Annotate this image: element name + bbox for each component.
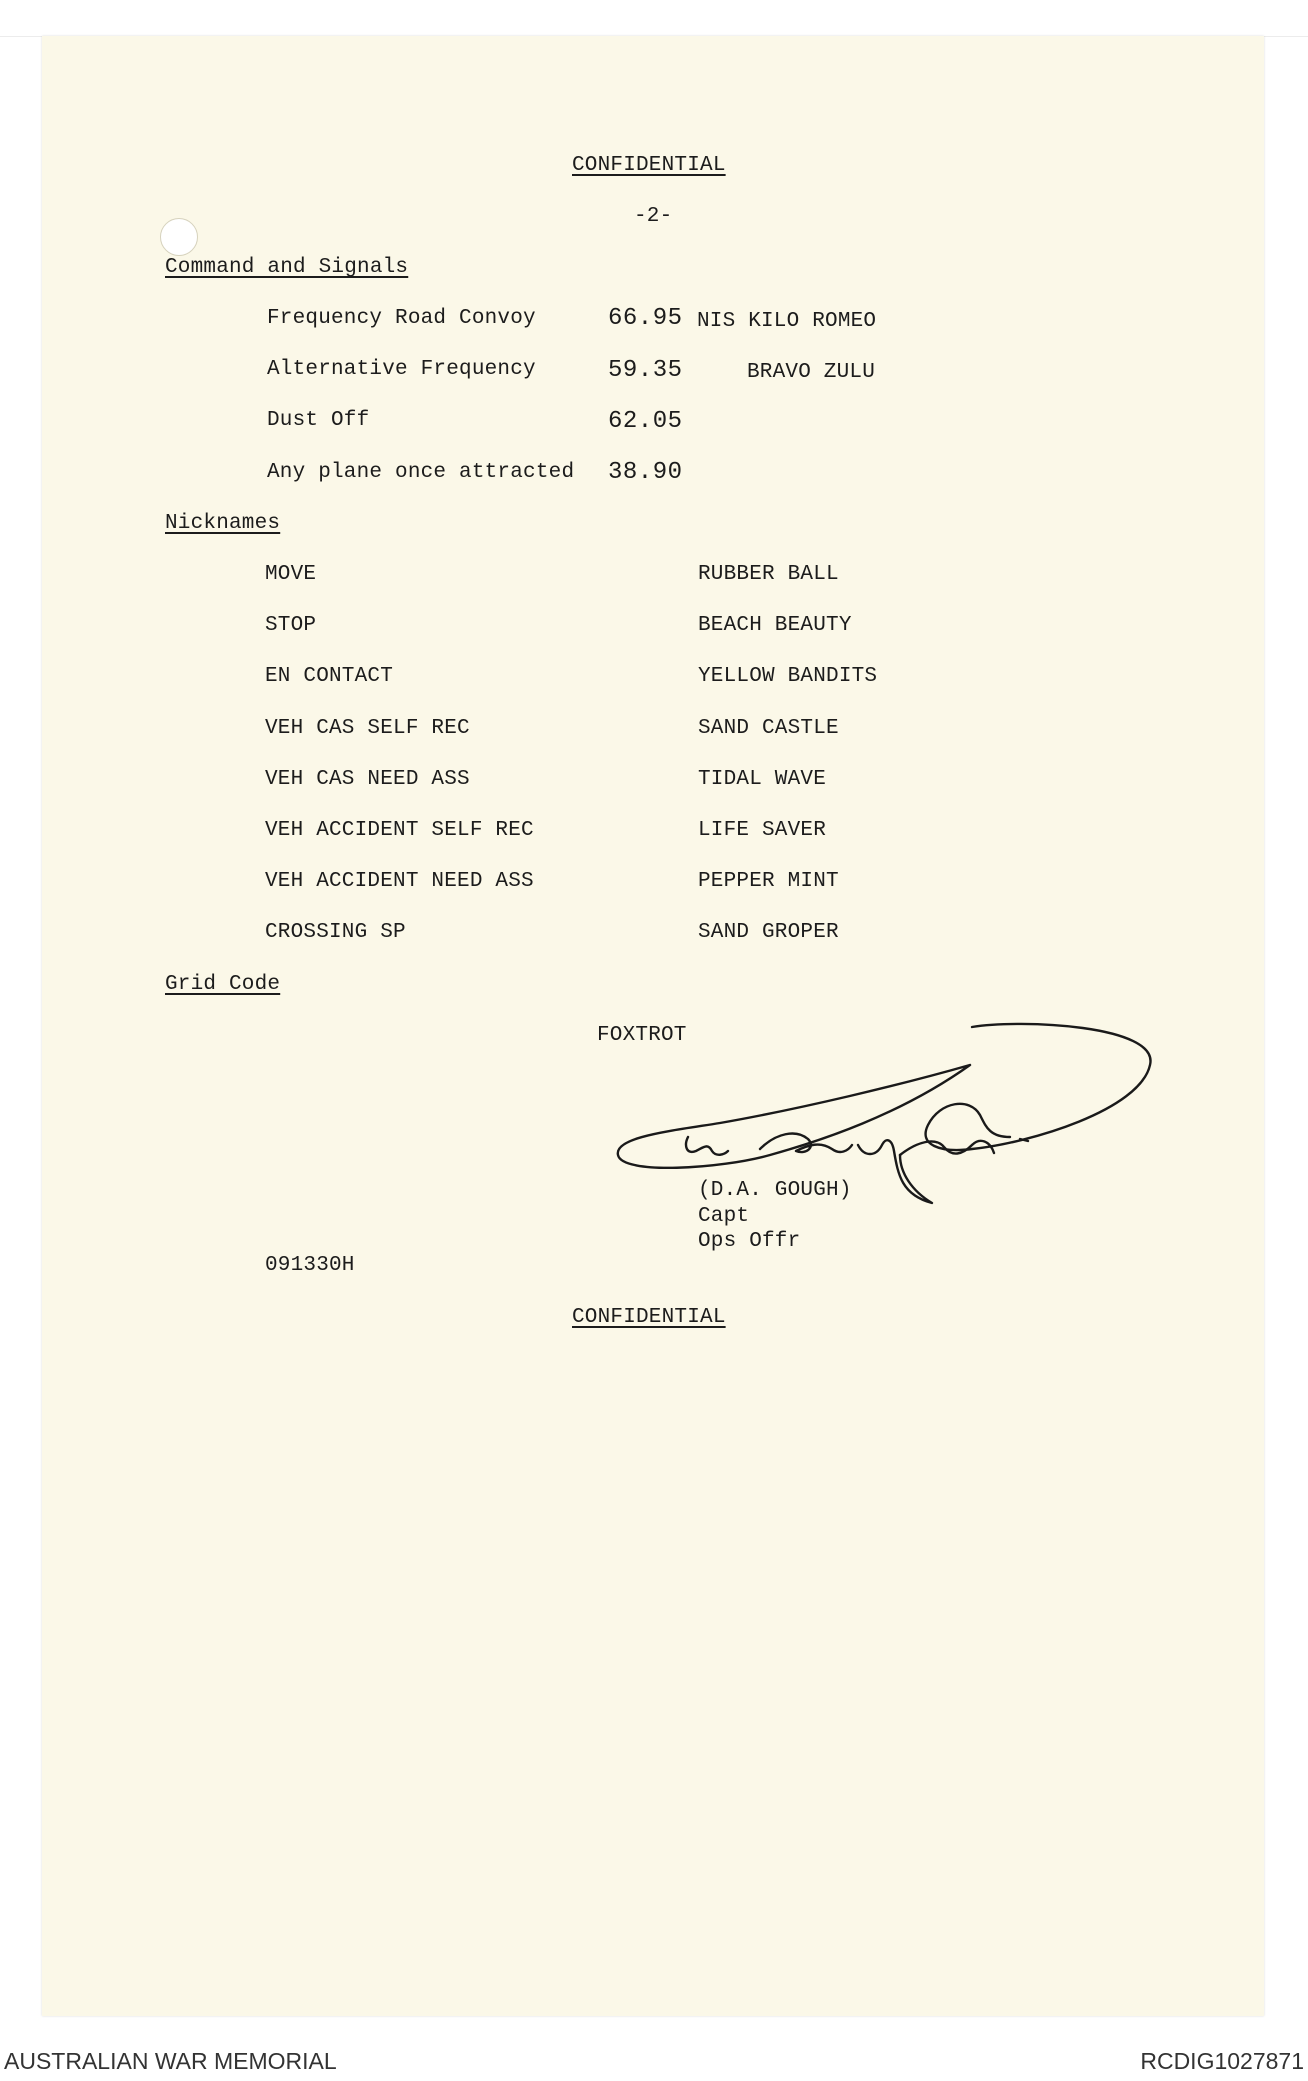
nickname-term: VEH ACCIDENT SELF REC xyxy=(265,819,534,842)
nickname-term: EN CONTACT xyxy=(265,665,394,688)
nickname-value: YELLOW BANDITS xyxy=(698,665,878,688)
command-signals-heading: Command and Signals xyxy=(165,256,409,279)
classification-top: CONFIDENTIAL xyxy=(572,154,726,177)
page-number: -2- xyxy=(634,205,673,228)
signatory-name: (D.A. GOUGH) xyxy=(698,1179,852,1202)
signal-frequency: 38.90 xyxy=(608,459,683,486)
signatory-appointment: Ops Offr xyxy=(698,1230,801,1253)
signal-label: Dust Off xyxy=(267,409,370,432)
signal-frequency: 59.35 xyxy=(608,357,683,384)
handwritten-signature xyxy=(600,1005,1160,1228)
grid-code-value: FOXTROT xyxy=(597,1024,687,1047)
nickname-term: MOVE xyxy=(265,563,317,586)
nickname-value: SAND GROPER xyxy=(698,921,839,944)
scan-top-strip xyxy=(0,0,1308,37)
nickname-value: LIFE SAVER xyxy=(698,819,827,842)
archive-reference: RCDIG1027871 xyxy=(1140,2048,1304,2074)
signal-label: Any plane once attracted xyxy=(267,461,575,484)
archive-institution: AUSTRALIAN WAR MEMORIAL xyxy=(4,2048,337,2074)
signatory-rank: Capt xyxy=(698,1205,750,1228)
nickname-term: CROSSING SP xyxy=(265,921,406,944)
signal-frequency: 62.05 xyxy=(608,408,683,435)
nickname-value: PEPPER MINT xyxy=(698,870,839,893)
signal-callsign: BRAVO ZULU xyxy=(747,361,876,384)
nickname-term: VEH CAS NEED ASS xyxy=(265,768,470,791)
nickname-term: VEH ACCIDENT NEED ASS xyxy=(265,870,534,893)
punch-hole xyxy=(160,218,198,256)
date-time-group: 091330H xyxy=(265,1254,355,1277)
signal-callsign: NIS KILO ROMEO xyxy=(697,310,877,333)
nickname-value: SAND CASTLE xyxy=(698,717,839,740)
signal-frequency: 66.95 xyxy=(608,305,683,332)
signal-label: Frequency Road Convoy xyxy=(267,307,536,330)
nickname-value: TIDAL WAVE xyxy=(698,768,827,791)
signal-label: Alternative Frequency xyxy=(267,358,536,381)
nickname-value: BEACH BEAUTY xyxy=(698,614,852,637)
nickname-value: RUBBER BALL xyxy=(698,563,839,586)
nickname-term: STOP xyxy=(265,614,317,637)
nickname-term: VEH CAS SELF REC xyxy=(265,717,470,740)
grid-code-heading: Grid Code xyxy=(165,973,281,996)
nicknames-heading: Nicknames xyxy=(165,512,281,535)
classification-bottom: CONFIDENTIAL xyxy=(572,1306,726,1329)
